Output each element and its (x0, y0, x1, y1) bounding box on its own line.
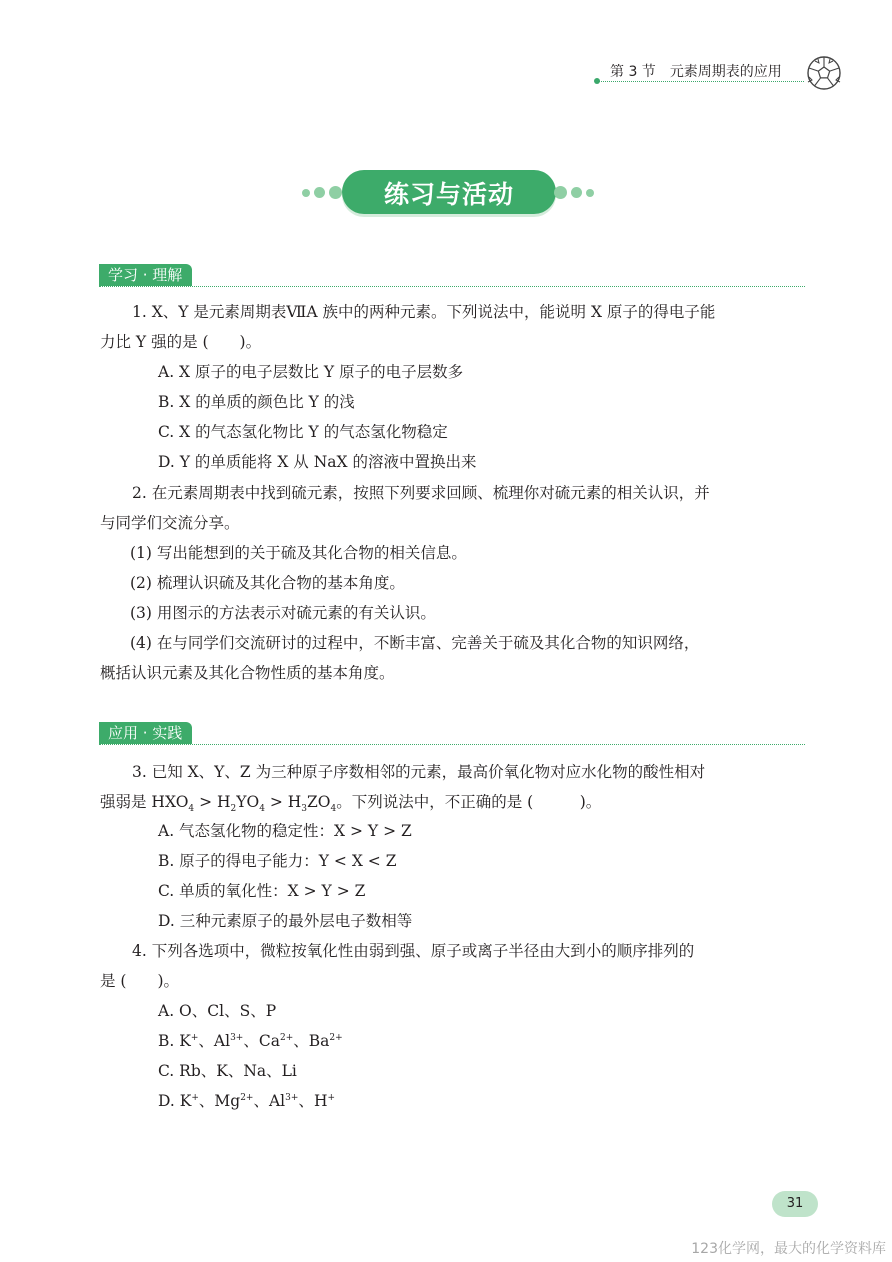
header-rule (598, 81, 804, 82)
question-3-stem: 3. 已知 X、Y、Z 为三种原子序数相邻的元素，最高价氧化物对应水化物的酸性相对 (132, 763, 706, 781)
question-2-stem: 2. 在元素周期表中找到硫元素，按照下列要求回顾、梳理你对硫元素的相关认识，并 (132, 484, 710, 502)
running-header (598, 55, 842, 91)
question-2-item-2: (2) 梳理认识硫及其化合物的基本角度。 (130, 574, 405, 592)
question-1-option-a: A. X 原子的电子层数比 Y 原子的电子层数多 (158, 363, 464, 381)
question-4-option-b: B. K+、$Al^{3+}$、$Ca^{2+}$、$Ba^{2+}$ (158, 1032, 343, 1050)
question-1-option-d: D. Y 的单质能将 X 从 NaX 的溶液中置换出来 (158, 453, 477, 471)
question-1-stem: 1. X、Y 是元素周期表ⅦA 族中的两种元素。下列说法中，能说明 X 原子的得电子能 (132, 303, 716, 321)
page-title: 练习与活动 (383, 180, 514, 209)
title-pill (342, 170, 556, 214)
question-4-option-c: C. Rb、K、Na、Li (158, 1062, 297, 1080)
page-number: 31 (772, 1191, 818, 1217)
question-1-option-c: C. X 的气态氢化物比 Y 的气态氢化物稳定 (158, 423, 448, 441)
question-3-option-a: A. 气态氢化物的稳定性：X > Y > Z (158, 822, 412, 840)
question-4-stem-cont: 是 ( )。 (100, 972, 180, 990)
banner-dot (302, 189, 310, 197)
question-1-option-b: B. X 的单质的颜色比 Y 的浅 (158, 393, 355, 411)
section-rule (99, 744, 805, 745)
title-banner (300, 170, 596, 214)
question-4-stem: 4. 下列各选项中，微粒按氧化性由弱到强、原子或离子半径由大到小的顺序排列的 (132, 942, 695, 960)
question-2-stem-cont: 与同学们交流分享。 (100, 514, 240, 532)
banner-dot (314, 187, 325, 198)
question-1-stem-cont: 力比 Y 强的是 ( )。 (100, 333, 262, 351)
section-rule (99, 286, 805, 287)
question-3-option-b: B. 原子的得电子能力：Y < X < Z (158, 852, 397, 870)
section-title: 元素周期表的应用 (669, 64, 782, 80)
question-3-option-d: D. 三种元素原子的最外层电子数相等 (158, 912, 413, 930)
header-text (610, 61, 782, 81)
banner-dot (586, 189, 594, 197)
question-3-option-c: C. 单质的氧化性：X > Y > Z (158, 882, 366, 900)
question-2-item-1: (1) 写出能想到的关于硫及其化合物的相关信息。 (130, 544, 467, 562)
question-2-item-3: (3) 用图示的方法表示对硫元素的有关认识。 (130, 604, 436, 622)
question-3-stem-cont: 强弱是 $HXO_4 > H_2YO_4 > H_3ZO_4$。下列说法中，不正确的是 ( )。 (100, 793, 602, 815)
banner-dot (571, 187, 582, 198)
question-4-option-a: A. O、Cl、S、P (158, 1002, 277, 1020)
banner-dot (554, 186, 567, 199)
section-number: 第 3 节 (610, 64, 656, 80)
section-tag-learn: 学习 · 理解 (99, 264, 192, 286)
question-2-item-4: (4) 在与同学们交流研讨的过程中，不断丰富、完善关于硫及其化合物的知识网络， (130, 634, 700, 652)
question-2-item-4-cont: 概括认识元素及其化合物性质的基本角度。 (100, 664, 395, 682)
question-4-option-d: D. K+、$Mg^{2+}$、$Al^{3+}$、H+ (158, 1092, 336, 1110)
fullerene-icon (806, 55, 842, 91)
banner-dot (329, 186, 342, 199)
section-tag-apply: 应用 · 实践 (99, 722, 192, 744)
watermark: 123化学网，最大的化学资料库 (691, 1241, 886, 1257)
